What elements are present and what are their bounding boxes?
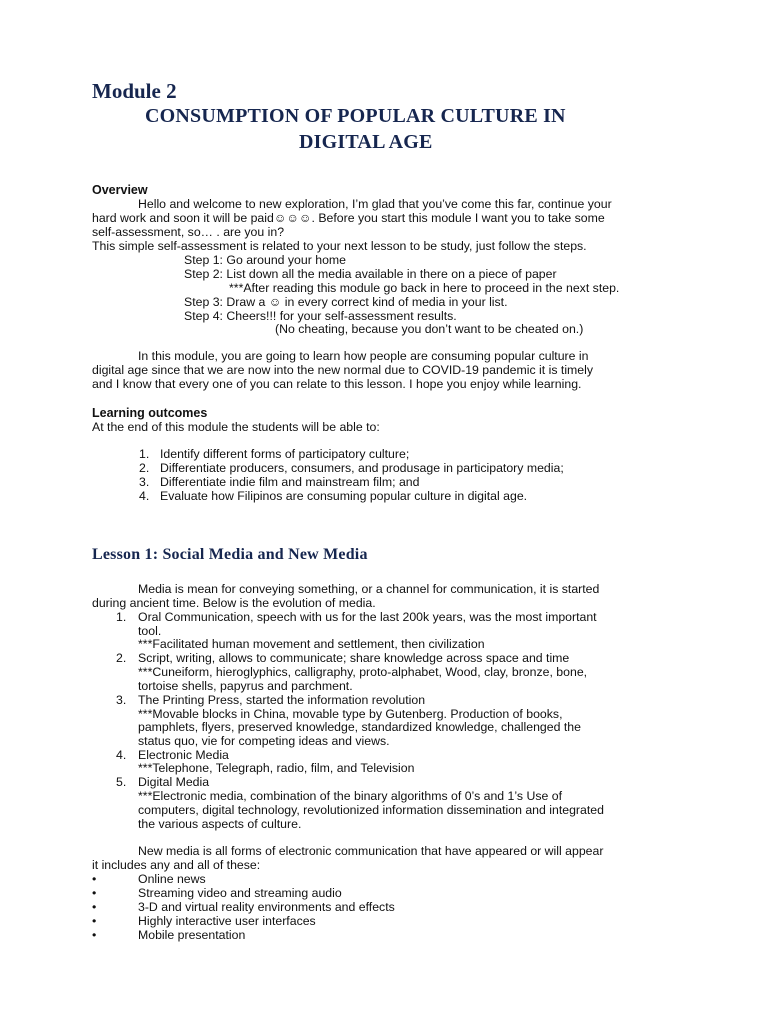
outcome-number: 3. — [139, 475, 150, 489]
bullet-icon: • — [92, 928, 97, 942]
overview-paragraph-1-line-1: Hello and welcome to new exploration, I’m glad that you’ve come this far, continue your — [138, 197, 612, 211]
outcome-item: Evaluate how Filipinos are consuming popular culture in digital age. — [160, 489, 528, 503]
evolution-line: tool. — [138, 624, 162, 638]
overview-paragraph-3-line-1: In this module, you are going to learn how people are consuming popular culture in — [138, 349, 589, 363]
module-title-line-2: DIGITAL AGE — [299, 131, 433, 153]
bullet-icon: • — [92, 914, 97, 928]
evolution-line: tortoise shells, papyrus and parchment. — [138, 679, 353, 693]
new-media-item: Mobile presentation — [138, 928, 246, 942]
evolution-line: status quo, vie for competing ideas and views. — [138, 734, 390, 748]
learning-outcomes-heading: Learning outcomes — [92, 406, 208, 420]
module-label: Module 2 — [92, 79, 177, 103]
evolution-line: Electronic Media — [138, 748, 229, 762]
new-media-item: Highly interactive user interfaces — [138, 914, 316, 928]
overview-paragraph-2: This simple self-assessment is related to your next lesson to be study, just follow the steps. — [92, 239, 587, 253]
evolution-line: ***Electronic media, combination of the binary algorithms of 0’s and 1’s Use of — [138, 789, 563, 803]
module-title-line-1: CONSUMPTION OF POPULAR CULTURE IN — [145, 105, 566, 127]
step-2: Step 2: List down all the media available in there on a piece of paper — [184, 267, 557, 281]
step-3: Step 3: Draw a ☺ in every correct kind of media in your list. — [184, 295, 508, 309]
evolution-line: computers, digital technology, revolutionized information dissemination and integrated — [138, 803, 604, 817]
lesson-intro-line-1: Media is mean for conveying something, or a channel for communication, it is started — [138, 582, 600, 596]
evolution-line: Script, writing, allows to communicate; share knowledge across space and time — [138, 651, 570, 665]
outcome-number: 1. — [139, 447, 150, 461]
evolution-number: 4. — [116, 748, 127, 762]
overview-heading: Overview — [92, 183, 148, 197]
evolution-number: 5. — [116, 775, 127, 789]
evolution-line: Oral Communication, speech with us for the last 200k years, was the most important — [138, 610, 597, 624]
step-1: Step 1: Go around your home — [184, 253, 347, 267]
outcome-item: Differentiate indie film and mainstream film; and — [160, 475, 420, 489]
evolution-line: pamphlets, flyers, preserved knowledge, standardized knowledge, challenged the — [138, 720, 581, 734]
evolution-number: 1. — [116, 610, 127, 624]
bullet-icon: • — [92, 872, 97, 886]
outcome-item: Identify different forms of participatory culture; — [160, 447, 410, 461]
new-media-line-2: it includes any and all of these: — [92, 858, 261, 872]
evolution-line: ***Movable blocks in China, movable type by Gutenberg. Production of books, — [138, 707, 563, 721]
outcome-number: 2. — [139, 461, 150, 475]
lesson-1-title: Lesson 1: Social Media and New Media — [92, 546, 368, 563]
new-media-line-1: New media is all forms of electronic communication that have appeared or will appear — [138, 844, 604, 858]
new-media-item: 3-D and virtual reality environments and effects — [138, 900, 395, 914]
overview-paragraph-3-line-2: digital age since that we are now into the new normal due to COVID-19 pandemic it is timely — [92, 363, 594, 377]
evolution-line: ***Facilitated human movement and settlement, then civilization — [138, 637, 485, 651]
new-media-item: Online news — [138, 872, 206, 886]
evolution-line: Digital Media — [138, 775, 210, 789]
overview-paragraph-1-line-3: self-assessment, so… . are you in? — [92, 225, 285, 239]
new-media-item: Streaming video and streaming audio — [138, 886, 342, 900]
evolution-number: 3. — [116, 693, 127, 707]
bullet-icon: • — [92, 900, 97, 914]
overview-paragraph-3-line-3: and I know that every one of you can relate to this lesson. I hope you enjoy while learning. — [92, 377, 582, 391]
lesson-intro-line-2: during ancient time. Below is the evolution of media. — [92, 596, 376, 610]
step-4-note: (No cheating, because you don’t want to be cheated on.) — [275, 322, 584, 336]
outcome-item: Differentiate producers, consumers, and produsage in participatory media; — [160, 461, 564, 475]
evolution-line: ***Cuneiform, hieroglyphics, calligraphy, proto-alphabet, Wood, clay, bronze, bone, — [138, 665, 588, 679]
evolution-number: 2. — [116, 651, 127, 665]
outcome-number: 4. — [139, 489, 150, 503]
learning-outcomes-intro: At the end of this module the students will be able to: — [92, 420, 380, 434]
evolution-line: the various aspects of culture. — [138, 817, 302, 831]
step-2-note: ***After reading this module go back in here to proceed in the next step. — [229, 281, 620, 295]
step-4: Step 4: Cheers!!! for your self-assessment results. — [184, 309, 457, 323]
bullet-icon: • — [92, 886, 97, 900]
evolution-line: ***Telephone, Telegraph, radio, film, and Television — [138, 761, 415, 775]
overview-paragraph-1-line-2: hard work and soon it will be paid☺☺☺. Before you start this module I want you to take some — [92, 211, 605, 225]
evolution-line: The Printing Press, started the information revolution — [138, 693, 426, 707]
